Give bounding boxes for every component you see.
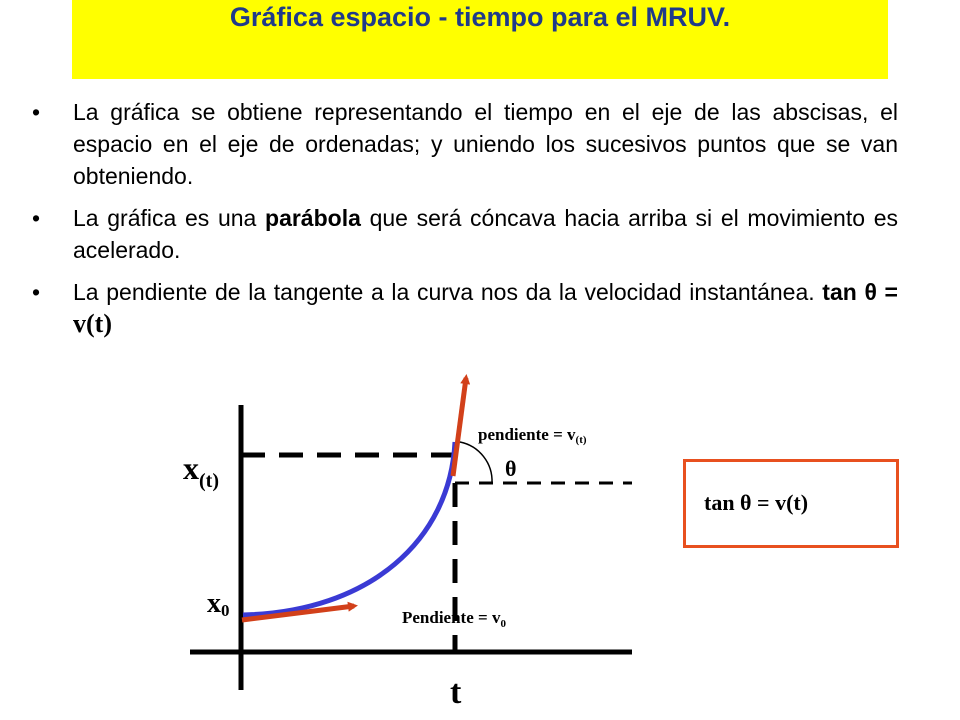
slide-title: Gráfica espacio - tiempo para el MRUV. <box>229 2 731 32</box>
bullet-formula-prefix: tan θ = <box>822 279 898 305</box>
theta-arc <box>460 442 492 483</box>
bullet-text: que será cóncava hacia arriba si el movimiento es acelerado. <box>73 205 898 263</box>
pendiente-t-label: pendiente = v(t) <box>478 425 587 446</box>
x0-label: x0 <box>207 588 230 620</box>
bullet-dot: • <box>32 205 41 231</box>
theta-label: θ <box>505 456 517 481</box>
formula-box <box>683 459 899 548</box>
formula-text: tan θ = v(t) <box>704 490 809 515</box>
xt-label: $x_{(t)}$ <box>183 450 219 492</box>
bullet-text: La gráfica se obtiene representando el tiempo en el eje de las abscisas, el espacio en el eje de ordenadas; y uniendo los sucesivos puntos que se van obteniendo. <box>73 99 898 189</box>
pendiente-0-label: Pendiente = $v_0$ <box>402 608 506 630</box>
bullet-formula-value: v(t) <box>73 309 112 338</box>
bullet-text: La gráfica es una <box>73 205 266 231</box>
bullet-text: La pendiente de la tangente a la curva nos da la velocidad instantánea. <box>73 279 823 305</box>
t-label: t <box>450 674 462 711</box>
tangent-t-arrow <box>453 378 466 476</box>
bullet-bold-term: parábola <box>265 205 361 231</box>
bullet-dot: • <box>32 99 41 125</box>
bullet-dot: • <box>32 279 41 305</box>
parabola-curve <box>243 442 455 615</box>
